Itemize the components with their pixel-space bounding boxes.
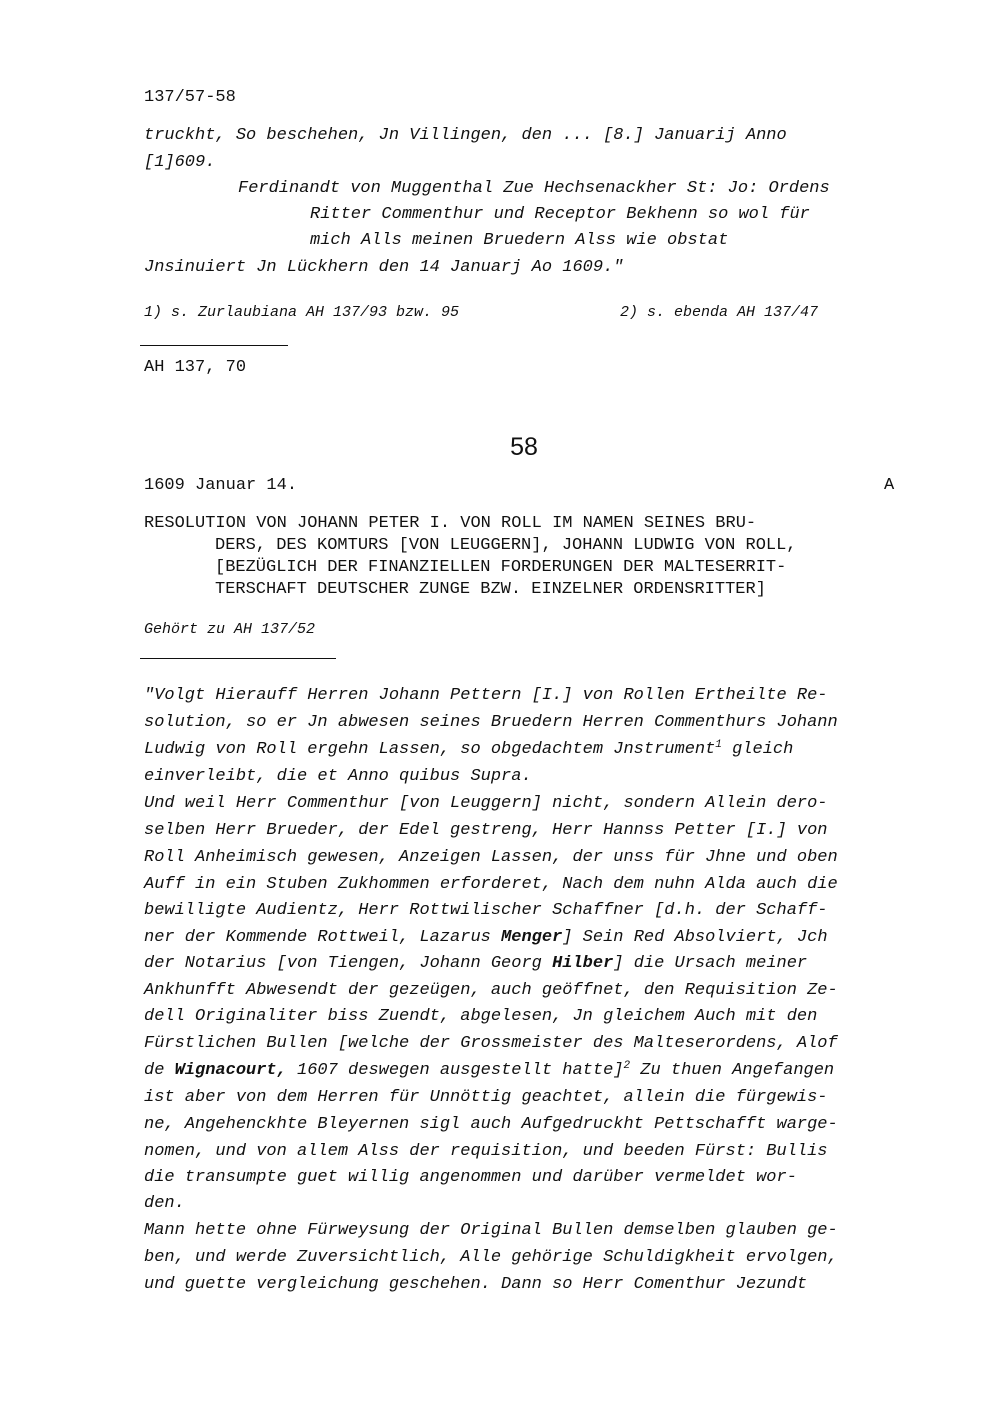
body-line: Fürstlichen Bullen [welche der Grossmeister des Malteserordens, Alof [144, 1034, 838, 1053]
divider [140, 345, 288, 346]
prev-signature-line: mich Alls meinen Bruedern Alss wie obstat [310, 231, 729, 250]
name-wignacourt: Wignacourt, [174, 1061, 287, 1080]
document-title-line: TERSCHAFT DEUTSCHER ZUNGE BZW. EINZELNER ORDENSRITTER] [215, 580, 766, 599]
document-title-line: DERS, DES KOMTURS [VON LEUGGERN], JOHANN LUDWIG VON ROLL, [215, 536, 797, 555]
body-line: einverleibt, die et Anno quibus Supra. [144, 767, 532, 786]
body-line: ne, Angehenckhte Bleyernen sigl auch Aufgedruckht Pettschafft warge- [144, 1115, 838, 1134]
divider [140, 658, 336, 659]
document-title-line: [BEZÜGLICH DER FINANZIELLEN FORDERUNGEN DER MALTESERRIT- [215, 558, 787, 577]
body-line: und guette vergleichung geschehen. Dann so Herr Comenthur Jezundt [144, 1275, 808, 1294]
footnote-ref-1: 1 [715, 739, 722, 751]
document-date: 1609 Januar 14. [144, 476, 298, 495]
body-line: bewilligte Audientz, Herr Rottwilischer Schaffner [d.h. der Schaff- [144, 901, 828, 920]
body-line: ner der Kommende Rottweil, Lazarus Menger] Sein Red Absolviert, Jch [144, 928, 828, 947]
body-line: "Volgt Hierauff Herren Johann Pettern [I.] von Rollen Ertheilte Re- [144, 686, 828, 705]
body-line: der Notarius [von Tiengen, Johann Georg Hilber] die Ursach meiner [144, 954, 808, 973]
name-hilber: Hilber [552, 954, 614, 973]
body-line: Und weil Herr Commenthur [von Leuggern] nicht, sondern Allein dero- [144, 794, 828, 813]
body-line: de Wignacourt, 1607 deswegen ausgestellt hatte]$^2$ Zu thuen Angefangen [144, 1060, 835, 1080]
prev-signature-line: Ritter Commenthur und Receptor Bekhenn so wol für [310, 205, 810, 224]
body-line: Ludwig von Roll ergehn Lassen, so obgedachtem Jnstrument$^1$ gleich [144, 739, 794, 759]
body-line: die transumpte guet willig angenommen und darüber vermeldet wor- [144, 1168, 797, 1187]
document-number: 58 [510, 433, 538, 461]
footnote-2: 2) s. ebenda AH 137/47 [620, 304, 819, 321]
body-line: dell Originaliter biss Zuendt, abgelesen, Jn gleichem Auch mit den [144, 1007, 818, 1026]
belongs-to-note: Gehört zu AH 137/52 [144, 621, 316, 638]
body-line: Auff in ein Stuben Zukhommen erforderet, Nach dem nuhn Alda auch die [144, 875, 838, 894]
body-line: solution, so er Jn abwesen seines Bruedern Herren Commenthurs Johann [144, 713, 838, 732]
name-menger: Menger [501, 928, 563, 947]
footnote-1: 1) s. Zurlaubiana AH 137/93 bzw. 95 [144, 304, 460, 321]
body-line: Roll Anheimisch gewesen, Anzeigen Lassen, der unss für Jhne und oben [144, 848, 838, 867]
footnote-ref-2: 2 [623, 1060, 631, 1072]
body-line: nomen, und von allem Alss der requisition, und beeden Fürst: Bullis [144, 1142, 828, 1161]
page-reference: 137/57-58 [144, 88, 236, 107]
document-title-line: RESOLUTION VON JOHANN PETER I. VON ROLL IM NAMEN SEINES BRU- [144, 514, 757, 533]
prev-text-line: Jnsinuiert Jn Lückhern den 14 Januarj Ao 1609." [144, 258, 624, 277]
body-line: selben Herr Brueder, der Edel gestreng, Herr Hannss Petter [I.] von [144, 821, 828, 840]
body-line: Ankhunfft Abwesendt der gezeügen, auch geöffnet, den Requisition Ze- [144, 981, 838, 1000]
prev-signature-line: Ferdinandt von Muggenthal Zue Hechsenackher St: Jo: Ordens [238, 179, 830, 198]
archive-reference: AH 137, 70 [144, 358, 247, 377]
body-line: Mann hette ohne Fürweysung der Original Bullen demselben glauben ge- [144, 1221, 838, 1240]
body-line: ben, und werde Zuversichtlich, Alle gehörige Schuldigkheit ervolgen, [144, 1248, 838, 1267]
body-line: den. [144, 1194, 185, 1213]
body-line: ist aber von dem Herren für Unnöttig geachtet, allein die fürgewis- [144, 1088, 828, 1107]
prev-text-line: truckht, So beschehen, Jn Villingen, den ... [8.] Januarij Anno [144, 126, 787, 145]
prev-text-line: [1]609. [144, 153, 216, 172]
document-type-marker: A [884, 476, 895, 495]
